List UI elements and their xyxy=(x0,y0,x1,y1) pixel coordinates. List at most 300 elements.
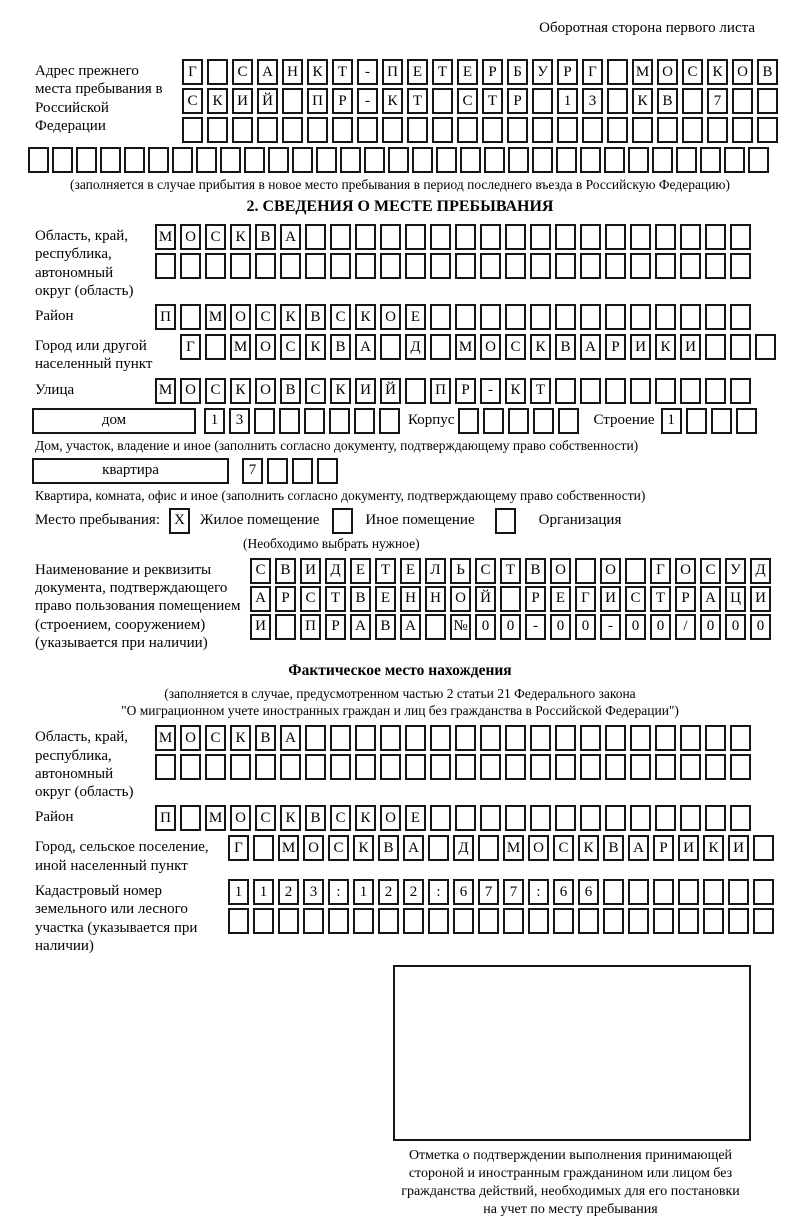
char-cell: К xyxy=(280,304,301,330)
stroenie-cells xyxy=(661,408,757,434)
char-cell xyxy=(607,117,628,143)
char-cell xyxy=(355,253,376,279)
char-cell: К xyxy=(230,725,251,751)
char-cell xyxy=(500,586,521,612)
char-cell xyxy=(533,408,554,434)
char-cell: 3 xyxy=(582,88,603,114)
char-cell: Г xyxy=(180,334,201,360)
char-cell xyxy=(730,253,751,279)
char-cell: П xyxy=(155,304,176,330)
char-cell xyxy=(403,908,424,934)
char-cell xyxy=(630,304,651,330)
confirmation-note-line: на учет по месту пребывания xyxy=(483,1201,658,1217)
char-cell: 0 xyxy=(725,614,746,640)
char-cell xyxy=(292,147,313,173)
char-cell: Т xyxy=(500,558,521,584)
char-cell xyxy=(557,117,578,143)
char-cell xyxy=(430,334,451,360)
char-cell xyxy=(317,458,338,484)
char-cell: И xyxy=(355,378,376,404)
char-cell xyxy=(707,117,728,143)
char-cell xyxy=(530,805,551,831)
char-cell: Н xyxy=(282,59,303,85)
char-cell xyxy=(732,117,753,143)
char-cell xyxy=(180,805,201,831)
char-cell xyxy=(155,754,176,780)
char-cell: М xyxy=(155,224,176,250)
document-block xyxy=(35,558,800,652)
actual-city-label: Город, сельское поселение, иной населенный пункт xyxy=(35,839,209,874)
char-cell: 0 xyxy=(625,614,646,640)
char-cell xyxy=(730,304,751,330)
char-cell: Т xyxy=(332,59,353,85)
char-cell: М xyxy=(155,725,176,751)
char-cell xyxy=(605,224,626,250)
char-cell xyxy=(705,253,726,279)
char-cell xyxy=(728,879,749,905)
char-cell xyxy=(280,754,301,780)
char-cell xyxy=(530,224,551,250)
char-cell: С xyxy=(300,586,321,612)
char-cell xyxy=(484,147,505,173)
char-cell: К xyxy=(305,334,326,360)
char-cell xyxy=(380,725,401,751)
char-cell: Е xyxy=(405,304,426,330)
char-cell: О xyxy=(450,586,471,612)
city-label: Город или другой населенный пункт xyxy=(35,338,153,373)
char-cell: К xyxy=(353,835,374,861)
char-cell: А xyxy=(280,224,301,250)
char-cell xyxy=(279,408,300,434)
char-cell: А xyxy=(700,586,721,612)
char-cell: И xyxy=(250,614,271,640)
char-cell xyxy=(155,253,176,279)
char-cell xyxy=(378,908,399,934)
char-cell xyxy=(180,304,201,330)
char-cell xyxy=(630,378,651,404)
char-cell xyxy=(653,908,674,934)
char-cell xyxy=(330,725,351,751)
house-box-label: дом xyxy=(32,408,196,434)
char-cell: 1 xyxy=(228,879,249,905)
char-cell: Р xyxy=(482,59,503,85)
char-cell: 2 xyxy=(403,879,424,905)
char-cell: К xyxy=(280,805,301,831)
char-cell xyxy=(578,908,599,934)
char-cell xyxy=(505,725,526,751)
char-cell: Г xyxy=(182,59,203,85)
char-cell xyxy=(657,117,678,143)
char-cell: О xyxy=(550,558,571,584)
char-cell xyxy=(405,253,426,279)
korpus-label: Корпус xyxy=(408,411,455,428)
prev-address-row-2 xyxy=(182,88,778,114)
char-cell: С xyxy=(330,304,351,330)
char-cell xyxy=(255,253,276,279)
apartment-box-label: квартира xyxy=(32,458,229,484)
char-cell: Р xyxy=(455,378,476,404)
char-cell xyxy=(425,614,446,640)
char-cell: А xyxy=(280,725,301,751)
char-cell xyxy=(530,725,551,751)
char-cell xyxy=(503,908,524,934)
char-cell xyxy=(632,117,653,143)
char-cell xyxy=(180,754,201,780)
char-cell: Т xyxy=(325,586,346,612)
char-cell xyxy=(607,88,628,114)
char-cell: П xyxy=(382,59,403,85)
char-cell: И xyxy=(232,88,253,114)
house-block xyxy=(32,408,800,434)
char-cell xyxy=(332,117,353,143)
char-cell xyxy=(558,408,579,434)
char-cell: / xyxy=(675,614,696,640)
char-cell: О xyxy=(180,378,201,404)
char-cell xyxy=(254,408,275,434)
char-cell xyxy=(580,805,601,831)
char-cell xyxy=(100,147,121,173)
char-cell xyxy=(205,253,226,279)
char-cell xyxy=(453,908,474,934)
char-cell: В xyxy=(375,614,396,640)
char-cell xyxy=(753,835,774,861)
street-block xyxy=(35,378,800,404)
char-cell xyxy=(604,147,625,173)
char-cell xyxy=(267,458,288,484)
apartment-cells xyxy=(242,458,338,484)
char-cell xyxy=(530,304,551,330)
char-cell xyxy=(605,304,626,330)
char-cell: О xyxy=(230,805,251,831)
char-cell xyxy=(430,805,451,831)
char-cell xyxy=(711,408,732,434)
char-cell xyxy=(700,147,721,173)
char-cell xyxy=(330,253,351,279)
page-title: Оборотная сторона первого листа xyxy=(539,20,755,36)
char-cell xyxy=(730,334,751,360)
char-cell xyxy=(230,253,251,279)
char-cell: К xyxy=(703,835,724,861)
stay-option-other-premises: Иное помещение xyxy=(365,512,475,529)
char-cell: В xyxy=(350,586,371,612)
char-cell: Е xyxy=(375,586,396,612)
char-cell xyxy=(575,558,596,584)
korpus-cells xyxy=(458,408,579,434)
char-cell: Ь xyxy=(450,558,471,584)
char-cell xyxy=(505,224,526,250)
char-cell xyxy=(730,224,751,250)
char-cell: 2 xyxy=(278,879,299,905)
char-cell: С xyxy=(457,88,478,114)
region-label: Область, край, республика, автономный округ (область) xyxy=(35,228,134,299)
char-cell xyxy=(678,908,699,934)
char-cell xyxy=(705,304,726,330)
char-cell xyxy=(388,147,409,173)
char-cell xyxy=(730,805,751,831)
char-cell: Н xyxy=(400,586,421,612)
char-cell xyxy=(407,117,428,143)
char-cell: В xyxy=(255,224,276,250)
char-cell: Е xyxy=(405,805,426,831)
char-cell: Т xyxy=(432,59,453,85)
char-cell xyxy=(172,147,193,173)
char-cell: Д xyxy=(405,334,426,360)
char-cell xyxy=(457,117,478,143)
char-cell xyxy=(680,378,701,404)
char-cell: У xyxy=(725,558,746,584)
char-cell xyxy=(303,908,324,934)
char-cell: К xyxy=(707,59,728,85)
char-cell: 1 xyxy=(204,408,225,434)
cadastre-grid xyxy=(228,879,774,934)
char-cell xyxy=(455,725,476,751)
char-cell: Р xyxy=(507,88,528,114)
char-cell: С xyxy=(305,378,326,404)
char-cell xyxy=(755,334,776,360)
char-cell xyxy=(124,147,145,173)
char-cell: № xyxy=(450,614,471,640)
char-cell xyxy=(232,117,253,143)
char-cell xyxy=(607,59,628,85)
char-cell: 0 xyxy=(550,614,571,640)
char-cell xyxy=(730,378,751,404)
char-cell: Т xyxy=(650,586,671,612)
char-cell xyxy=(630,725,651,751)
char-cell xyxy=(532,88,553,114)
prev-address-note: (заполняется в случае прибытия в новое место пребывания в период последнего въезда в Российскую Федерацию) xyxy=(69,177,731,192)
char-cell xyxy=(508,408,529,434)
char-cell: Р xyxy=(675,586,696,612)
char-cell: К xyxy=(230,378,251,404)
char-cell xyxy=(655,754,676,780)
confirmation-note-line: стороной и иностранным гражданином или лицом без xyxy=(408,1166,733,1182)
char-cell xyxy=(605,754,626,780)
char-cell: 0 xyxy=(700,614,721,640)
char-cell: К xyxy=(632,88,653,114)
char-cell xyxy=(736,408,757,434)
char-cell: О xyxy=(180,725,201,751)
street-label: Улица xyxy=(35,381,75,398)
char-cell xyxy=(430,304,451,330)
char-cell: К xyxy=(355,805,376,831)
char-cell xyxy=(507,117,528,143)
char-cell: В xyxy=(255,725,276,751)
char-cell: М xyxy=(503,835,524,861)
char-cell xyxy=(330,754,351,780)
char-cell: Л xyxy=(425,558,446,584)
char-cell xyxy=(355,725,376,751)
region-grid xyxy=(155,224,751,279)
char-cell xyxy=(292,458,313,484)
char-cell xyxy=(705,805,726,831)
char-cell xyxy=(207,117,228,143)
char-cell xyxy=(528,908,549,934)
char-cell: А xyxy=(257,59,278,85)
char-cell xyxy=(508,147,529,173)
char-cell xyxy=(580,378,601,404)
char-cell: В xyxy=(378,835,399,861)
char-cell xyxy=(655,304,676,330)
actual-district-block xyxy=(35,805,800,831)
char-cell xyxy=(580,224,601,250)
char-cell: 2 xyxy=(378,879,399,905)
char-cell xyxy=(555,378,576,404)
char-cell: В xyxy=(275,558,296,584)
char-cell xyxy=(405,224,426,250)
char-cell xyxy=(268,147,289,173)
char-cell: Г xyxy=(650,558,671,584)
char-cell xyxy=(455,304,476,330)
char-cell xyxy=(480,304,501,330)
char-cell: И xyxy=(678,835,699,861)
char-cell xyxy=(330,224,351,250)
char-cell: В xyxy=(280,378,301,404)
char-cell xyxy=(253,908,274,934)
char-cell xyxy=(380,334,401,360)
char-cell xyxy=(305,754,326,780)
region-row-2 xyxy=(155,253,751,279)
char-cell xyxy=(757,117,778,143)
char-cell: Б xyxy=(507,59,528,85)
char-cell: 7 xyxy=(503,879,524,905)
char-cell xyxy=(580,725,601,751)
char-cell: Е xyxy=(350,558,371,584)
char-cell xyxy=(316,147,337,173)
char-cell xyxy=(282,88,303,114)
char-cell xyxy=(686,408,707,434)
char-cell xyxy=(603,908,624,934)
actual-region-grid xyxy=(155,725,751,780)
char-cell: Т xyxy=(482,88,503,114)
char-cell: 1 xyxy=(253,879,274,905)
char-cell xyxy=(328,908,349,934)
char-cell xyxy=(505,754,526,780)
confirmation-note-line: Отметка о подтверждении выполнения принимающей xyxy=(408,1148,733,1164)
char-cell xyxy=(455,224,476,250)
char-cell xyxy=(52,147,73,173)
apartment-block xyxy=(32,458,800,484)
char-cell: М xyxy=(278,835,299,861)
char-cell: В xyxy=(555,334,576,360)
checkbox-other-premises xyxy=(332,508,353,534)
cadastre-block xyxy=(35,879,800,955)
char-cell: С xyxy=(255,304,276,330)
char-cell xyxy=(405,378,426,404)
char-cell: С xyxy=(700,558,721,584)
char-cell: С xyxy=(682,59,703,85)
char-cell: А xyxy=(250,586,271,612)
stay-option-residential: Жилое помещение xyxy=(200,512,320,529)
char-cell: Р xyxy=(332,88,353,114)
char-cell: О xyxy=(675,558,696,584)
char-cell xyxy=(180,253,201,279)
char-cell xyxy=(230,754,251,780)
char-cell: П xyxy=(307,88,328,114)
char-cell xyxy=(244,147,265,173)
char-cell: И xyxy=(750,586,771,612)
char-cell xyxy=(532,117,553,143)
char-cell xyxy=(205,334,226,360)
char-cell xyxy=(728,908,749,934)
char-cell: А xyxy=(355,334,376,360)
char-cell: А xyxy=(403,835,424,861)
char-cell: С xyxy=(625,586,646,612)
char-cell xyxy=(630,253,651,279)
char-cell xyxy=(630,805,651,831)
char-cell xyxy=(682,88,703,114)
char-cell xyxy=(304,408,325,434)
char-cell: И xyxy=(680,334,701,360)
char-cell: : xyxy=(528,879,549,905)
apartment-note: Квартира, комната, офис и иное (заполнить согласно документу, подтверждающему право собственности) xyxy=(35,487,646,503)
char-cell xyxy=(580,253,601,279)
char-cell: Й xyxy=(380,378,401,404)
char-cell: Е xyxy=(400,558,421,584)
char-cell xyxy=(379,408,400,434)
document-grid xyxy=(250,558,771,640)
district-label: Район xyxy=(35,308,74,325)
document-row-1 xyxy=(250,558,771,584)
section2-heading: 2. СВЕДЕНИЯ О МЕСТЕ ПРЕБЫВАНИЯ xyxy=(246,198,554,215)
char-cell: И xyxy=(600,586,621,612)
char-cell: О xyxy=(528,835,549,861)
prev-address-label: Адрес прежнего места пребывания в Российской Федерации xyxy=(35,63,163,134)
char-cell: Т xyxy=(407,88,428,114)
char-cell: 6 xyxy=(453,879,474,905)
char-cell xyxy=(364,147,385,173)
char-cell: : xyxy=(428,879,449,905)
char-cell: О xyxy=(600,558,621,584)
char-cell: К xyxy=(230,224,251,250)
char-cell: - xyxy=(357,88,378,114)
char-cell: А xyxy=(628,835,649,861)
char-cell: Р xyxy=(325,614,346,640)
cadastre-row-1 xyxy=(228,879,774,905)
char-cell: С xyxy=(328,835,349,861)
char-cell xyxy=(703,879,724,905)
actual-region-block xyxy=(35,725,800,801)
char-cell: Е xyxy=(550,586,571,612)
char-cell xyxy=(430,754,451,780)
char-cell xyxy=(505,253,526,279)
char-cell: А xyxy=(400,614,421,640)
char-cell: Р xyxy=(653,835,674,861)
char-cell xyxy=(428,908,449,934)
char-cell xyxy=(28,147,49,173)
char-cell: 7 xyxy=(707,88,728,114)
char-cell xyxy=(483,408,504,434)
char-cell: О xyxy=(480,334,501,360)
char-cell: К xyxy=(330,378,351,404)
char-cell: : xyxy=(328,879,349,905)
region-block xyxy=(35,224,800,300)
char-cell: 3 xyxy=(229,408,250,434)
char-cell: Т xyxy=(375,558,396,584)
district-row xyxy=(155,304,751,330)
char-cell: К xyxy=(355,304,376,330)
char-cell: Й xyxy=(257,88,278,114)
char-cell: Г xyxy=(582,59,603,85)
char-cell xyxy=(405,725,426,751)
char-cell xyxy=(748,147,769,173)
char-cell: Е xyxy=(457,59,478,85)
char-cell xyxy=(340,147,361,173)
char-cell: П xyxy=(430,378,451,404)
char-cell xyxy=(555,224,576,250)
checkbox-organization xyxy=(495,508,516,534)
char-cell: В xyxy=(305,805,326,831)
char-cell xyxy=(482,117,503,143)
